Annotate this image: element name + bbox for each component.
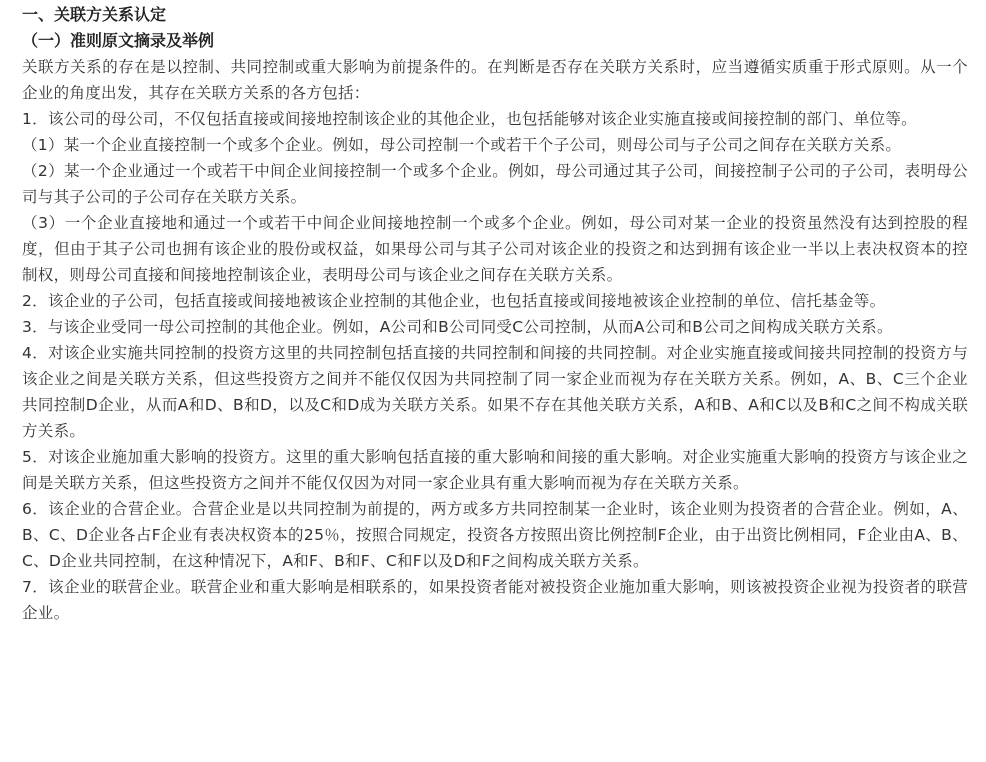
item-3-same-parent: 3．与该企业受同一母公司控制的其他企业。例如，A公司和B公司同受C公司控制，从而A公司和B公司之间构成关联方关系。 xyxy=(22,318,893,336)
item-2-subsidiary: 2．该企业的子公司，包括直接或间接地被该企业控制的其他企业，也包括直接或间接地被该企业控制的单位、信托基金等。 xyxy=(22,292,886,310)
item-1-parent-company: 1．该公司的母公司，不仅包括直接或间接地控制该企业的其他企业，也包括能够对该企业实施直接或间接控制的部门、单位等。 xyxy=(22,110,917,128)
subsection-heading: （一）准则原文摘录及举例 xyxy=(22,31,215,50)
intro-paragraph: 关联方关系的存在是以控制、共同控制或重大影响为前提条件的。在判断是否存在关联方关系时，应当遵循实质重于形式原则。从一个企业的角度出发，其存在关联方关系的各方包括： xyxy=(22,58,968,102)
item-1-sub-3: （3）一个企业直接地和通过一个或若干中间企业间接地控制一个或多个企业。例如，母公司对某一企业的投资虽然没有达到控股的程度，但由于其子公司也拥有该企业的股份或权益，如果母公司与其子公司对该企业的投资之和达到拥有该企业一半以上表决权资本的控制权，则母公司直接和间接地控制该企业，表明母公司与该企业之间存在关联方关系。 xyxy=(22,214,968,284)
section-heading: 一、关联方关系认定 xyxy=(22,5,167,24)
item-6-joint-venture: 6．该企业的合营企业。合营企业是以共同控制为前提的，两方或多方共同控制某一企业时，该企业则为投资者的合营企业。例如，A、B、C、D企业各占F企业有表决权资本的25％，按照合同规定，投资各方按照出资比例控制F企业，由于出资比例相同，F企业由A、B、C、D企业共同控制，在这种情况下，A和F、B和F、C和F以及D和F之间构成关联方关系。 xyxy=(22,500,968,570)
item-1-sub-1: （1）某一个企业直接控制一个或多个企业。例如，母公司控制一个或若干个子公司，则母公司与子公司之间存在关联方关系。 xyxy=(22,136,902,154)
item-4-joint-control: 4．对该企业实施共同控制的投资方这里的共同控制包括直接的共同控制和间接的共同控制。对企业实施直接或间接共同控制的投资方与该企业之间是关联方关系，但这些投资方之间并不能仅仅因为共同控制了同一家企业而视为存在关联方关系。例如，A、B、C三个企业共同控制D企业，从而A和D、B和D，以及C和D成为关联方关系。如果不存在其他关联方关系，A和B、A和C以及B和C之间不构成关联方关系。 xyxy=(22,344,968,440)
item-1-sub-2: （2）某一个企业通过一个或若干中间企业间接控制一个或多个企业。例如，母公司通过其子公司，间接控制子公司的子公司，表明母公司与其子公司的子公司存在关联方关系。 xyxy=(22,162,968,206)
item-7-associate: 7．该企业的联营企业。联营企业和重大影响是相联系的，如果投资者能对被投资企业施加重大影响，则该被投资企业视为投资者的联营企业。 xyxy=(22,578,968,622)
item-5-significant-influence: 5．对该企业施加重大影响的投资方。这里的重大影响包括直接的重大影响和间接的重大影响。对企业实施重大影响的投资方与该企业之间是关联方关系，但这些投资方之间并不能仅仅因为对同一家企业具有重大影响而视为存在关联方关系。 xyxy=(22,448,968,492)
